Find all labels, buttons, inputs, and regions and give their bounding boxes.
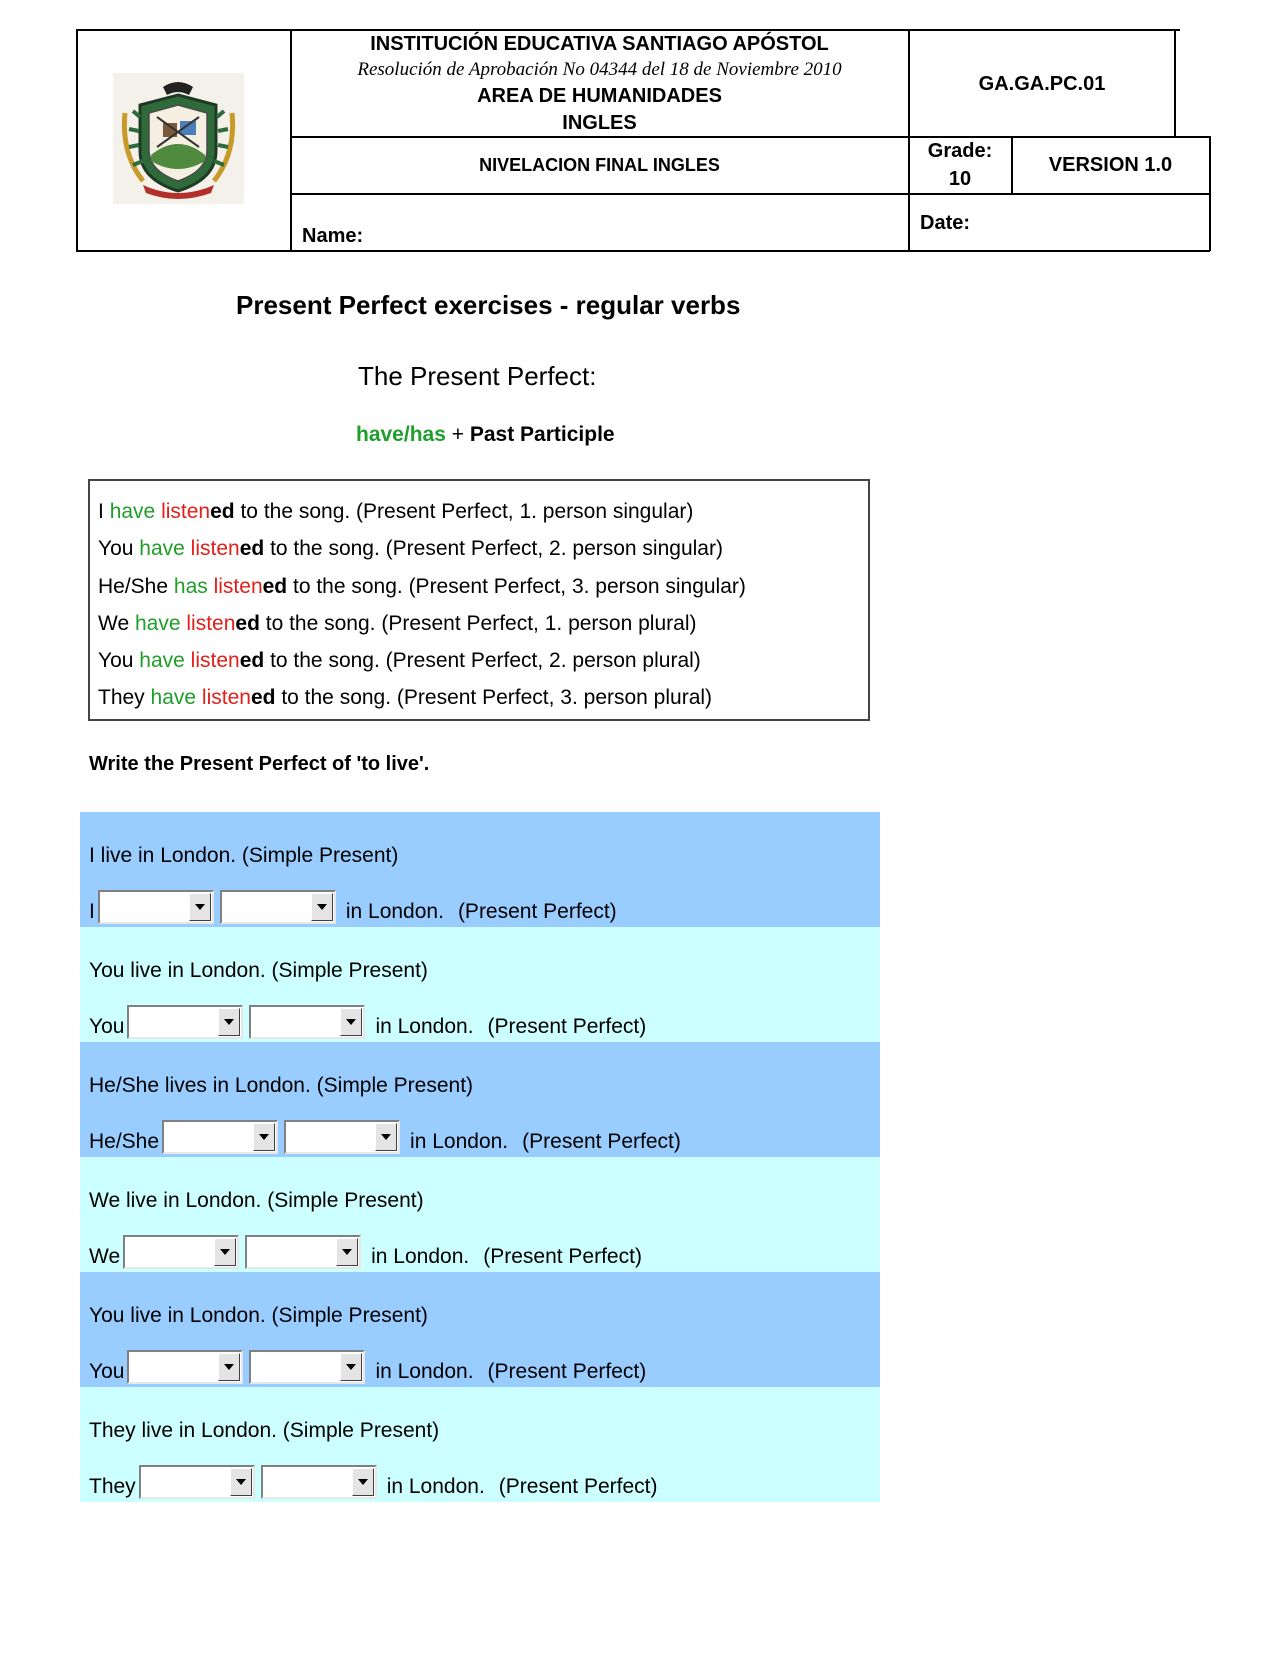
example-aux: have <box>134 611 181 635</box>
example-ending: ed <box>235 611 260 635</box>
example-row <box>98 530 868 567</box>
exercise-rest: in London. <box>345 900 444 923</box>
example-aux: has <box>173 574 208 598</box>
exercise-rest: in London. <box>375 1360 474 1383</box>
exercise-answer-line <box>89 1005 646 1039</box>
exercise-tense: (Present Perfect) <box>522 1130 681 1153</box>
example-aux: have <box>139 537 185 561</box>
example-aux: have <box>150 686 197 710</box>
example-row <box>98 679 868 716</box>
exercise-question: He/She lives in London. (Simple Present) <box>89 1074 474 1097</box>
name-label: Name: <box>302 225 364 247</box>
dropdown-arrow-icon[interactable] <box>311 893 333 921</box>
example-ending: ed <box>250 686 276 710</box>
exercise-tense: (Present Perfect) <box>498 1475 658 1498</box>
example-aux: have <box>139 649 185 673</box>
doc-title: NIVELACION FINAL INGLES <box>479 155 720 175</box>
exercise-row <box>80 812 880 927</box>
exercise-answer-line <box>89 890 617 924</box>
dropdown-arrow-icon[interactable] <box>253 1123 275 1151</box>
exercise-subject: We <box>89 1245 121 1268</box>
grade-value: 10 <box>948 168 972 190</box>
exercise-answer-line <box>89 1120 681 1154</box>
participle-select[interactable] <box>249 1005 365 1039</box>
exercise-row <box>80 1387 880 1502</box>
example-tail: to the song. (Present Perfect, 1. person singular) <box>240 500 694 523</box>
dropdown-arrow-icon[interactable] <box>189 893 211 921</box>
dropdown-arrow-icon[interactable] <box>214 1238 236 1266</box>
page-title: Present Perfect exercises - regular verbs <box>236 290 741 320</box>
exercise-tense: (Present Perfect) <box>483 1245 642 1268</box>
exercise-subject: He/She <box>89 1130 160 1153</box>
example-row <box>98 642 868 679</box>
example-aux: have <box>109 500 156 523</box>
example-row <box>98 493 868 530</box>
grade-label: Grade: <box>927 140 993 162</box>
exercise-answer-line <box>89 1235 642 1269</box>
exercise-subject: They <box>89 1475 136 1498</box>
example-ending: ed <box>210 500 235 523</box>
dropdown-arrow-icon[interactable] <box>340 1353 362 1381</box>
examples-box <box>88 479 870 721</box>
exercise-subject: You <box>89 1360 125 1383</box>
example-subject: You <box>98 537 134 561</box>
example-row <box>98 605 868 642</box>
formula-rest: Past Participle <box>469 423 615 446</box>
doc-code: GA.GA.PC.01 <box>978 73 1106 95</box>
area-text: AREA DE HUMANIDADES <box>477 85 722 107</box>
example-stem: listen <box>190 649 240 673</box>
version-text: VERSION 1.0 <box>1048 154 1173 176</box>
auxiliary-select[interactable] <box>98 890 214 924</box>
exercise-rest: in London. <box>386 1475 485 1498</box>
participle-select[interactable] <box>245 1235 361 1269</box>
example-tail: to the song. (Present Perfect, 2. person singular) <box>270 537 723 561</box>
example-subject: He/She <box>98 574 169 598</box>
exercise-question: They live in London. (Simple Present) <box>89 1419 440 1442</box>
example-subject: We <box>98 611 130 635</box>
example-tail: to the song. (Present Perfect, 3. person singular) <box>292 574 746 598</box>
example-row <box>98 568 868 605</box>
example-tail: to the song. (Present Perfect, 3. person plural) <box>281 686 713 710</box>
auxiliary-select[interactable] <box>127 1005 243 1039</box>
dropdown-arrow-icon[interactable] <box>375 1123 397 1151</box>
exercise-subject: I <box>89 900 95 923</box>
example-ending: ed <box>262 574 288 598</box>
example-subject: I <box>98 500 104 523</box>
exercise-question: You live in London. (Simple Present) <box>89 1304 428 1327</box>
dropdown-arrow-icon[interactable] <box>352 1468 374 1496</box>
dropdown-arrow-icon[interactable] <box>340 1008 362 1036</box>
dropdown-arrow-icon[interactable] <box>336 1238 358 1266</box>
exercise-row <box>80 1157 880 1272</box>
exercise-rest: in London. <box>410 1130 509 1153</box>
example-stem: listen <box>186 611 236 635</box>
exercise-question: We live in London. (Simple Present) <box>89 1189 424 1212</box>
exercise-question: You live in London. (Simple Present) <box>89 959 428 982</box>
school-name: INSTITUCIÓN EDUCATIVA SANTIAGO APÓSTOL <box>370 33 829 55</box>
example-ending: ed <box>239 649 265 673</box>
example-tail: to the song. (Present Perfect, 2. person plural) <box>270 649 701 673</box>
auxiliary-select[interactable] <box>162 1120 278 1154</box>
formula-aux: have/has <box>356 423 446 446</box>
example-subject: You <box>98 649 134 673</box>
example-stem: listen <box>201 686 251 710</box>
section-subtitle: The Present Perfect: <box>358 361 597 391</box>
auxiliary-select[interactable] <box>123 1235 239 1269</box>
exercise-tense: (Present Perfect) <box>487 1360 647 1383</box>
instruction-text: Write the Present Perfect of 'to live'. <box>89 753 430 775</box>
example-subject: They <box>98 686 145 710</box>
exercise-subject: You <box>89 1015 125 1038</box>
example-stem: listen <box>190 537 240 561</box>
exercise-answer-line <box>89 1350 646 1384</box>
exercise-answer-line <box>89 1465 658 1499</box>
resolution-text: Resolución de Aprobación No 04344 del 18 de Noviembre 2010 <box>357 59 842 80</box>
dropdown-arrow-icon[interactable] <box>218 1353 240 1381</box>
exercise-row <box>80 1042 880 1157</box>
exercise-question: I live in London. (Simple Present) <box>89 844 399 867</box>
auxiliary-select[interactable] <box>127 1350 243 1384</box>
exercise-rest: in London. <box>375 1015 474 1038</box>
participle-select[interactable] <box>261 1465 377 1499</box>
subject-text: INGLES <box>562 112 637 134</box>
dropdown-arrow-icon[interactable] <box>230 1468 252 1496</box>
formula <box>356 423 615 447</box>
exercise-row <box>80 927 880 1042</box>
exercise-rest: in London. <box>371 1245 470 1268</box>
participle-select[interactable] <box>284 1120 400 1154</box>
formula-plus: + <box>451 423 464 446</box>
example-stem: listen <box>161 500 211 523</box>
exercise-tense: (Present Perfect) <box>487 1015 647 1038</box>
participle-select[interactable] <box>249 1350 365 1384</box>
example-ending: ed <box>239 537 265 561</box>
auxiliary-select[interactable] <box>139 1465 255 1499</box>
example-stem: listen <box>213 574 263 598</box>
participle-select[interactable] <box>220 890 336 924</box>
exercise-tense: (Present Perfect) <box>457 900 617 923</box>
exercise-row <box>80 1272 880 1387</box>
date-label: Date: <box>920 212 971 234</box>
dropdown-arrow-icon[interactable] <box>218 1008 240 1036</box>
school-logo <box>113 73 244 204</box>
example-tail: to the song. (Present Perfect, 1. person plural) <box>265 611 697 635</box>
